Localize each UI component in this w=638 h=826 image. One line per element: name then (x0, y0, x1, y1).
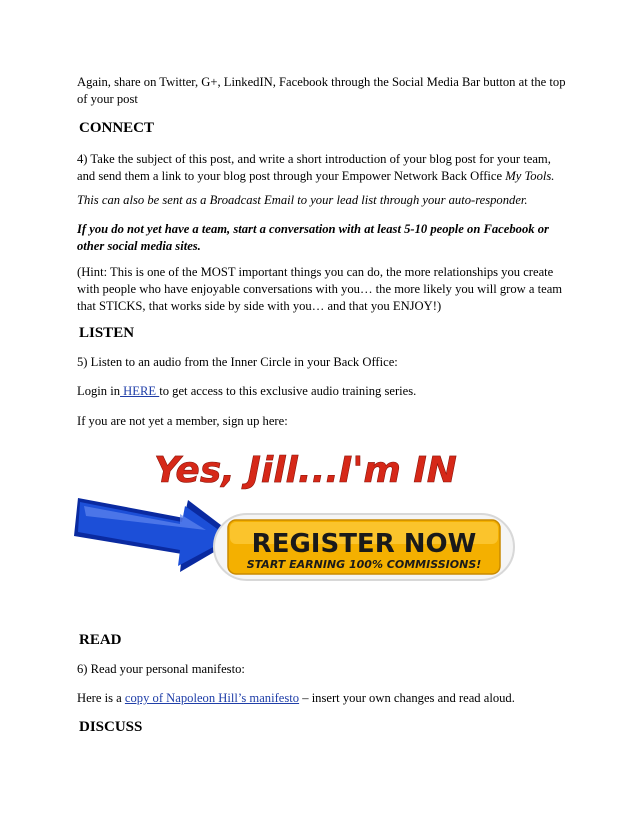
hint-paragraph: (Hint: This is one of the MOST important things you can do, the more relationships you create with people who have enjoyable conversations with you… the more likely you will grow a team that STICKS, that works side by side with you… and that you ENJOY!) (77, 265, 563, 313)
read-step-paragraph: 6) Read your personal manifesto: (77, 662, 245, 676)
register-now-banner[interactable] (66, 444, 536, 584)
manifesto-link[interactable]: copy of Napoleon Hill’s manifesto (124, 691, 300, 705)
register-now-button[interactable] (214, 514, 514, 580)
blue-arrow-icon (74, 498, 238, 572)
manifesto-suffix: – insert your own changes and read aloud. (299, 691, 515, 705)
here-link[interactable]: HERE (120, 384, 160, 398)
register-now-label: REGISTER NOW (251, 529, 477, 559)
manifesto-paragraph (77, 690, 567, 707)
login-suffix: to get access to this exclusive audio training series. (159, 384, 417, 398)
banner-headline: Yes, Jill...I'm IN (154, 450, 457, 491)
broadcast-paragraph: This can also be sent as a Broadcast Email to your lead list through your auto-responder. (77, 193, 528, 207)
manifesto-prefix: Here is a (77, 691, 125, 705)
listen-step-paragraph: 5) Listen to an audio from the Inner Circle in your Back Office: (77, 355, 398, 369)
no-team-paragraph: If you do not yet have a team, start a conversation with at least 5-10 people on Facebook or other social media sites. (77, 222, 549, 253)
login-prefix: Login in (77, 384, 121, 398)
start-earning-label: START EARNING 100% COMMISSIONS! (246, 558, 482, 571)
login-paragraph (77, 383, 567, 400)
not-member-paragraph: If you are not yet a member, sign up here: (77, 414, 288, 428)
read-heading: READ (79, 632, 122, 648)
connect-step-text: 4) Take the subject of this post, and write a short introduction of your blog post for your team, and send them a link to your blog post through your Empower Network Back Office (77, 152, 551, 183)
listen-heading: LISTEN (79, 325, 135, 341)
connect-heading: CONNECT (79, 120, 155, 136)
discuss-heading: DISCUSS (79, 719, 143, 735)
connect-step-paragraph (77, 151, 567, 185)
intro-paragraph: Again, share on Twitter, G+, LinkedIN, Facebook through the Social Media Bar button at the top of your post (77, 75, 566, 106)
my-tools-text: My Tools. (505, 169, 555, 183)
